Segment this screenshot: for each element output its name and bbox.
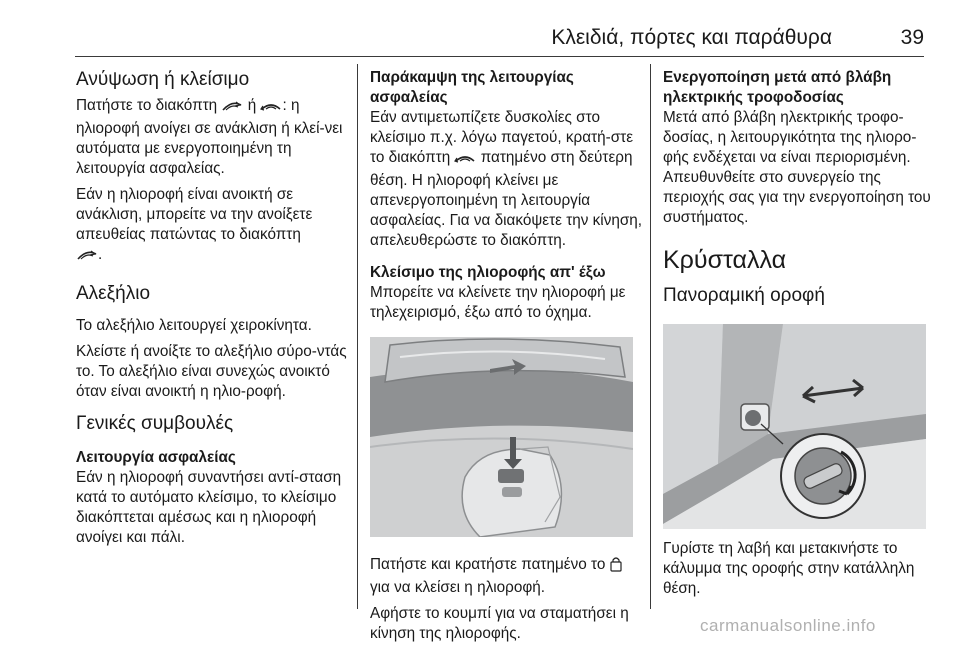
text: πατημένο στη δεύτερη θέση. Η ηλιοροφή κλείνει με απενεργοποιημένη τη λειτουργία ασφαλείας. Για να διακόψετε την κίνηση, απελευθερώστε το διακόπτη. [370, 149, 643, 249]
paragraph-override-safety [370, 108, 645, 251]
text: Εάν αντιμετωπίζετε δυσκολίες στο κλείσιμο π.χ. λόγω παγετού, κρατή-στε το διακόπτη [370, 109, 634, 166]
watermark: carmanualsonline.info [700, 616, 876, 635]
subheading-override-safety: Παράκαμψη της λειτουργίας ασφαλείας [370, 69, 574, 106]
subheading-safety-function: Λειτουργία ασφαλείας [76, 449, 236, 466]
subheading-close-from-outside: Κλείσιμο της ηλιοροφής απ' έξω [370, 264, 606, 281]
text: Πατήστε και κρατήστε πατημένο το [370, 556, 606, 573]
sunroof-slide-icon [260, 99, 282, 119]
sunroof-slide-icon [454, 151, 476, 171]
paragraph-open-directly [76, 185, 351, 268]
column-2 [370, 68, 645, 650]
header-rule [75, 56, 924, 57]
paragraph-close-from-outside: Μπορείτε να κλείνετε την ηλιοροφή με τηλεχειρισμό, έξω από το όχημα. [370, 284, 626, 321]
paragraph-tilt-close [76, 96, 351, 179]
sunroof-tilt-icon [76, 248, 98, 268]
text: Πατήστε το διακόπτη [76, 97, 218, 114]
column-divider-2 [650, 64, 651, 609]
paragraph-safety-function: Εάν η ηλιοροφή συναντήσει αντί-σταση κατά το αυτόματο κλείσιμο, το κλείσιμο διακόπτεται αμέσως και η ηλιοροφή ανοίγει και πάλι. [76, 469, 342, 546]
text: για να κλείσει η ηλιοροφή. [370, 579, 546, 596]
section-title-glass: Κρύσταλλα [663, 246, 787, 274]
column-3 [663, 68, 938, 605]
page-number: 39 [900, 26, 924, 49]
remote-key-illustration [370, 337, 633, 537]
paragraph-release-button: Αφήστε το κουμπί για να σταματήσει η κίνηση της ηλιοροφής. [370, 605, 629, 642]
section-title-sunblind: Αλεξήλιο [76, 283, 151, 304]
panoramic-roof-illustration [663, 324, 926, 529]
sunroof-tilt-icon [221, 99, 243, 119]
paragraph-sunblind-manual: Το αλεξήλιο λειτουργεί χειροκίνητα. [76, 317, 312, 334]
text: : η ηλιοροφή ανοίγει σε ανάκλιση ή κλεί-νει αυτόματα με ενεργοποιημένη τη λειτουργία ασφαλείας. [76, 97, 343, 177]
section-title-general-tips: Γενικές συμβουλές [76, 413, 234, 434]
column-1 [76, 68, 351, 554]
running-header-title: Κλειδιά, πόρτες και παράθυρα [551, 26, 832, 49]
paragraph-sunblind-slide: Κλείστε ή ανοίξτε το αλεξήλιο σύρο-ντάς το. Το αλεξήλιο είναι συνεχώς ανοικτό όταν είναι ανοικτή η ηλιο-ροφή. [76, 343, 347, 400]
lock-button-icon [610, 556, 622, 578]
paragraph-activation-after-failure: Μετά από βλάβη ηλεκτρικής τροφο-δοσίας, η λειτουργικότητα της ηλιορο-φής ενδέχεται να είναι περιορισμένη. Απευθυνθείτε στο συνεργείο της περιοχής σας για την ενεργοποίηση του συστήματος. [663, 109, 931, 226]
subheading-activation-after-failure: Ενεργοποίηση μετά από βλάβη ηλεκτρικής τροφοδοσίας [663, 69, 892, 106]
paragraph-press-hold [370, 555, 645, 598]
text: ή [247, 97, 257, 114]
column-divider-1 [357, 64, 358, 609]
text: Εάν η ηλιοροφή είναι ανοικτή σε ανάκλιση, μπορείτε να την ανοίξετε απευθείας πατώντας το διακόπτη [76, 186, 313, 243]
text: . [98, 246, 103, 263]
section-title-tilt-close: Ανύψωση ή κλείσιμο [76, 69, 250, 90]
paragraph-panoramic-roof: Γυρίστε τη λαβή και μετακινήστε το κάλυμμα της οροφής στην κατάλληλη θέση. [663, 540, 915, 597]
section-title-panoramic-roof: Πανοραμική οροφή [663, 285, 825, 306]
